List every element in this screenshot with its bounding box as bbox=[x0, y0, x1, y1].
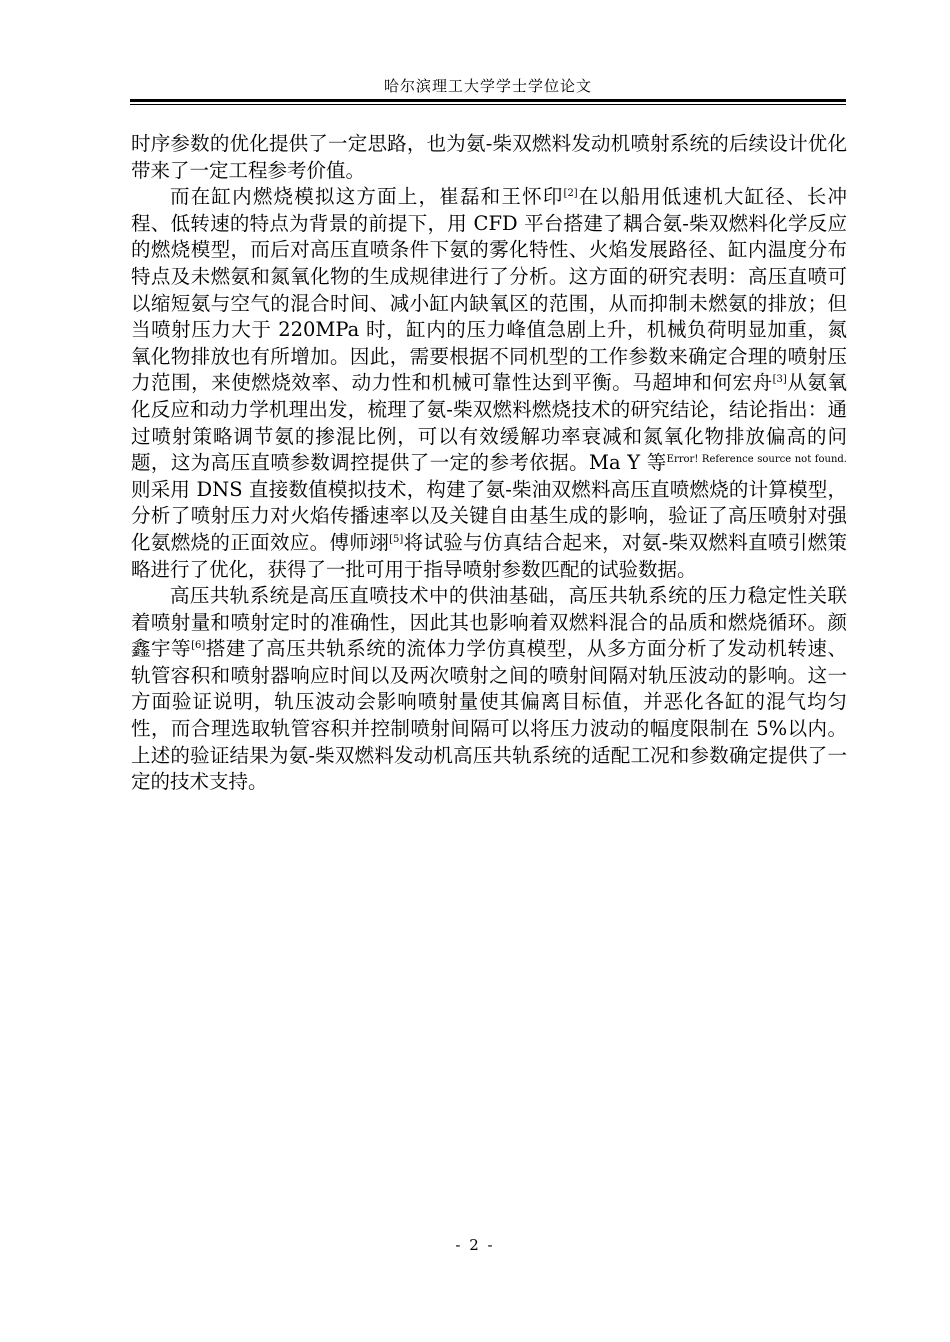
paragraph-common-rail bbox=[131, 583, 847, 796]
paragraph-continued: 时序参数的优化提供了一定思路，也为氨-柴双燃料发动机喷射系统的后续设计优化带来了一定工程参考价值。 bbox=[131, 132, 847, 182]
citation-error: Error! Reference source not found. bbox=[666, 454, 847, 466]
citation-3: [3] bbox=[772, 374, 787, 386]
text-span: 将试验与仿真结合起来，对氨-柴双燃料直喷引燃策略进行了优化，获得了一批可用于指导喷射参数匹配的试验数据。 bbox=[131, 530, 847, 581]
header-rule-thin bbox=[130, 104, 846, 105]
text-span: 从氨氧化反应和动力学机理出发，梳理了氨-柴双燃料燃烧技术的研究结论，结论指出：通过喷射策略调节氨的掺混比例，可以有效缓解功率衰减和氮氧化物排放偏高的问题，这为高压直喷参数调控提供了一定的参考依据。Ma Y 等 bbox=[131, 371, 847, 475]
running-header: 哈尔滨理工大学学士学位论文 bbox=[383, 77, 592, 95]
page-number: - 2 - bbox=[455, 1236, 495, 1254]
text-span: 而在缸内燃烧模拟这方面上，崔磊和王怀印 bbox=[170, 185, 564, 209]
citation-6: [6] bbox=[191, 640, 206, 652]
citation-5: [5] bbox=[389, 533, 404, 545]
paragraph-combustion-simulation bbox=[131, 184, 847, 583]
header-rule-thick bbox=[130, 99, 846, 102]
text-span: 在以船用低速机大缸径、长冲程、低转速的特点为背景的前提下，用 CFD 平台搭建了耦合氨-柴双燃料化学反应的燃烧模型，而后对高压直喷条件下氨的雾化特性、火焰发展路径、缸内温度分布特点及未燃氨和氮氧化物的生成规律进行了分析。这方面的研究表明：高压直喷可以缩短氨与空气的混合时间、减小缸内缺氧区的范围，从而抑制未燃氨的排放；但当喷射压力大于 220MPa 时，缸内的压力峰值急剧上升，机械负荷明显加重，氮氧化物排放也有所增加。因此，需要根据不同机型的工作参数来确定合理的喷射压力范围，来使燃烧效率、动力性和机械可靠性达到平衡。马超坤和何宏舟 bbox=[131, 185, 847, 395]
text-span: 则采用 DNS 直接数值模拟技术，构建了氨-柴油双燃料高压直喷燃烧的计算模型，分析了喷射压力对火焰传播速率以及关键自由基生成的影响，验证了高压喷射对强化氨燃烧的正面效应。傅师翊 bbox=[131, 477, 847, 554]
text-span: 搭建了高压共轨系统的流体力学仿真模型，从多方面分析了发动机转速、轨管容积和喷射器响应时间以及两次喷射之间的喷射间隔对轨压波动的影响。这一方面验证说明，轨压波动会影响喷射量使其偏离目标值，并恶化各缸的混气均匀性，而合理选取轨管容积并控制喷射间隔可以将压力波动的幅度限制在 5%以内。上述的验证结果为氨-柴双燃料发动机高压共轨系统的适配工况和参数确定提供了一定的技术支持。 bbox=[131, 637, 847, 794]
citation-2: [2] bbox=[563, 188, 578, 200]
body-text bbox=[131, 131, 847, 796]
text-span: 高压共轨系统是高压直喷技术中的供油基础，高压共轨系统的压力稳定性关联着喷射量和喷射定时的准确性，因此其也影响着双燃料混合的品质和燃烧循环。颜鑫宇等 bbox=[131, 584, 847, 661]
